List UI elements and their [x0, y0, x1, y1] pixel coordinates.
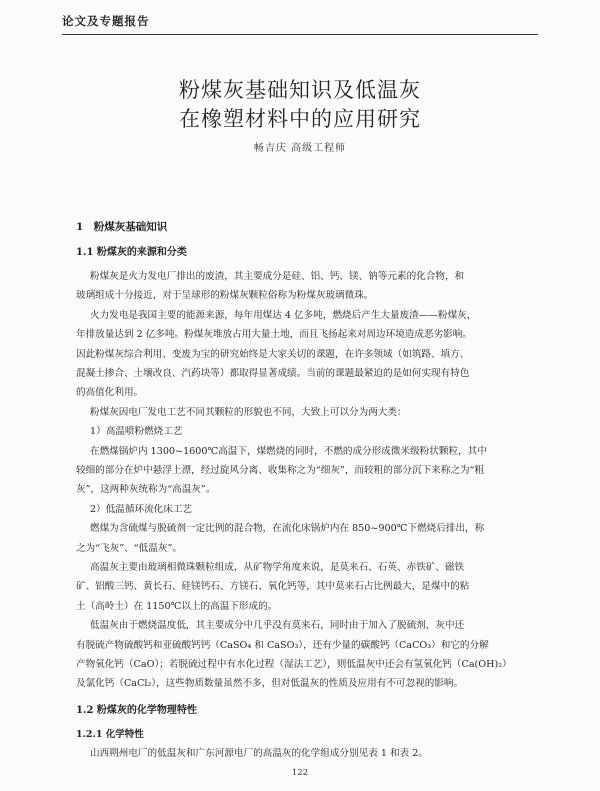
body-line: 土（高岭土）在 1150℃以上的高温下形成的。 [76, 601, 278, 612]
page-number: 122 [291, 768, 309, 778]
body-line: 之为“飞灰”、“低温灰”。 [76, 543, 182, 554]
body-line: 有脱硫产物硫酸钙和亚硫酸钙钙（CaSO₄ 和 CaSO₃），还有少量的碳酸钙（CaCO₃）和它的分解 [76, 640, 489, 651]
body-line: 高温灰主要由玻璃相微珠颗粒组成，从矿物学角度来说，是莫来石、石英、赤铁矿、磁铁 [90, 562, 465, 573]
running-header [62, 10, 538, 35]
body-line: 粉煤灰因电厂发电工艺不同其颗粒的形貌也不同，大致上可以分为两大类： [90, 407, 407, 418]
body-line: 在燃煤锅炉内 1300~1600℃高温下，煤燃烧的同时，不燃的成分形成微米级粉状颗粒，其中 [90, 446, 487, 457]
section-1-2-1-heading: 1.2.1 化学特性 [76, 729, 144, 740]
body-line: 燃煤为含硫煤与脱硫剂一定比例的混合物，在流化床锅炉内在 850~900℃下燃烧后排出，称 [90, 523, 485, 534]
body-line: 混凝土掺合、土壤改良、汽药块等）都取得显著成绩。当前的课题最紧迫的是如何实现有特色 [76, 368, 470, 379]
article-title-line-2: 在橡塑材料中的应用研究 [179, 107, 421, 131]
body-line: 因此粉煤灰综合利用、变废为宝的研究始终是大家关切的课题，在许多领域（如筑路、填方、 [76, 349, 470, 360]
body-line: 灰”，这两种灰统称为“高温灰”。 [76, 484, 216, 495]
list-item: 1）高温喷粉燃烧工艺 [90, 426, 183, 437]
body-line: 矿、铝酸三钙、黄长石、硅镁钙石、方镁石、氧化钙等，其中莫来石占比例最大，是煤中的粘 [76, 581, 470, 592]
section-label: 论文及专题报告 [62, 14, 150, 28]
body-line: 产物氧化钙（CaO）；若脱硫过程中有水化过程（湿法工艺），则低温灰中还会有氢氧化钙（Ca(OH)₂） [76, 659, 512, 670]
article-title-line-1: 粉煤灰基础知识及低温灰 [179, 78, 421, 102]
body-line: 及氯化钙（CaCl₂），这些物质数量虽然不多，但对低温灰的性质及应用有不可忽视的影响。 [76, 678, 464, 689]
body-line: 粉煤灰是火力发电厂排出的废渣，其主要成分是硅、铝、钙、镁、钠等元素的化合物，和 [90, 271, 465, 282]
body-line: 较细的部分在炉中悬浮上漂，经过旋风分离、收集称之为“细灰”，而较粗的部分沉下来称之为“粗 [76, 465, 485, 476]
list-item: 2）低温循环流化床工艺 [90, 504, 193, 515]
section-1-2-heading: 1.2 粉煤灰的化学物理特性 [76, 705, 197, 716]
section-1-heading: 1 粉煤灰基础知识 [76, 221, 168, 233]
section-1-1-heading: 1.1 粉煤灰的来源和分类 [76, 247, 187, 258]
body-line: 低温灰由于燃烧温度低，其主要成分中几乎没有莫来石，同时由于加入了脱硫剂，灰中还 [90, 620, 465, 631]
author-line: 畅吉庆 高级工程师 [253, 143, 347, 154]
body-line: 年排放量达到 2 亿多吨。粉煤灰堆放占用大量土地，而且飞扬起来对周边环境造成恶劣影响。 [76, 329, 472, 340]
body-line: 火力发电是我国主要的能源来源，每年用煤达 4 亿多吨，燃烧后产生大量废渣——粉煤灰， [90, 310, 477, 321]
body-line: 的高值化利用。 [76, 387, 144, 398]
body-line: 玻璃组成十分接近，对于呈球形的粉煤灰颗粒俗称为粉煤灰玻璃微珠。 [76, 290, 374, 301]
body-line: 山西朔州电厂的低温灰和广东河源电厂的高温灰的化学组成分别见表 1 和表 2。 [90, 748, 428, 759]
